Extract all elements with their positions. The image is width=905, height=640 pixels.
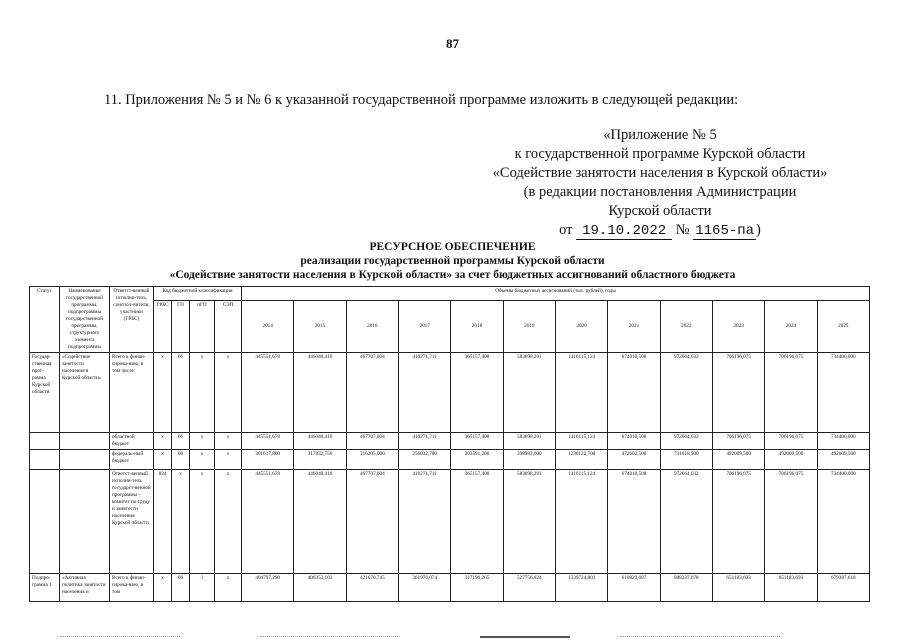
cell-value: 445551,678 [242, 433, 294, 450]
cell-responsible: Всего к финан-сирова-нию, в том [110, 574, 154, 602]
cell-responsible: областной бюджет [110, 433, 154, 450]
appendix-line-5: Курской области [608, 203, 712, 219]
header-year-6: 2020 [555, 301, 607, 353]
cell-value: 674010,508 [608, 470, 660, 574]
cell-value: 404797,290 [242, 574, 294, 602]
cell-code: x [190, 450, 215, 470]
cell-responsible: Ответст-венный исполни-тель государст-венной программы - комитет по труду и занятости населения Курской области [110, 470, 154, 574]
cell-value: 361970,074 [399, 574, 451, 602]
cell-code: x [215, 450, 242, 470]
cell-value: 908337,078 [660, 574, 712, 602]
cell-name [60, 450, 110, 470]
cell-value: 421670,745 [346, 574, 398, 602]
table-row [30, 433, 870, 450]
cell-value: 1416115,124 [555, 470, 607, 574]
number-prefix: № [675, 222, 690, 238]
cell-value: 446040,410 [294, 470, 346, 574]
cell-value: 1416115,124 [555, 433, 607, 450]
cell-value: 734400,000 [817, 433, 869, 450]
title-line-2: реализации государственной программы Курской области [300, 255, 605, 267]
cell-status: Государ-ственная прог-рамма Курской области [30, 353, 60, 433]
cell-value: 365157,408 [451, 353, 503, 433]
cell-value: 972664,032 [660, 433, 712, 450]
cell-value: 1230122,700 [555, 450, 607, 470]
header-code-2: пГП [190, 301, 215, 353]
cell-value: 467707,004 [346, 470, 398, 574]
cell-code: x [190, 470, 215, 574]
cell-value: 467707,004 [346, 353, 398, 433]
header-code-1: ГП [172, 301, 190, 353]
cell-code: x [154, 450, 172, 470]
header-year-4: 2018 [451, 301, 503, 353]
header-code-0: ГРБС [154, 301, 172, 353]
header-year-11: 2025 [817, 301, 869, 353]
header-year-8: 2022 [660, 301, 712, 353]
cell-value: 734400,000 [817, 353, 869, 433]
cell-value: 972664,032 [660, 353, 712, 433]
cell-value: 706196,075 [765, 353, 817, 433]
cell-value: 445551,678 [242, 353, 294, 433]
cell-code: 06 [172, 433, 190, 450]
header-status: Статус [30, 287, 60, 353]
amendment-paragraph: 11. Приложения № 5 и № 6 к указанной государственной программе изложить в следующей редакции: [104, 92, 739, 108]
cell-code: x [190, 433, 215, 450]
decree-date: 19.10.2022 [576, 223, 672, 240]
cell-value: 674010,508 [608, 433, 660, 450]
date-prefix: от [559, 222, 573, 238]
appendix-line-4: (в редакции постановления Администрации [523, 184, 797, 200]
cell-value: 410271,711 [399, 470, 451, 574]
cell-value: 583698,201 [503, 353, 555, 433]
cell-value: 674010,508 [608, 353, 660, 433]
header-responsible: Ответст-венный исполни-тель, соиспол-нители, участники (ГРБС) [110, 287, 154, 353]
header-year-5: 2019 [503, 301, 555, 353]
cell-value: 527756,824 [503, 574, 555, 602]
cell-code: x [215, 574, 242, 602]
header-year-1: 2015 [294, 301, 346, 353]
cell-code: x [215, 433, 242, 450]
table-row [30, 470, 870, 574]
cell-value: 492009,500 [712, 450, 764, 470]
appendix-date-line [470, 221, 850, 241]
cell-value: 365157,408 [451, 433, 503, 450]
cell-code: 06 [172, 353, 190, 433]
cell-value: 317196,265 [451, 574, 503, 602]
cell-code: x [172, 470, 190, 574]
resource-table [29, 286, 870, 602]
cell-value: 706196,075 [712, 433, 764, 450]
header-year-7: 2021 [608, 301, 660, 353]
cell-value: 679387,618 [817, 574, 869, 602]
cell-responsible: Всего к финан-сирова-нию, в том числе: [110, 353, 154, 433]
table-row [30, 450, 870, 470]
cell-status: Подпро-грамма 1 [30, 574, 60, 602]
cell-responsible: федераль-ный бюджет [110, 450, 154, 470]
cell-value: 467707,004 [346, 433, 398, 450]
cell-code: x [215, 353, 242, 433]
cell-value: 610829,687 [608, 574, 660, 602]
cell-value: 445551,678 [242, 470, 294, 574]
header-name: Наименование государственной программы, подпрограммы государственной программы, структурного элемента подпрограммы [60, 287, 110, 353]
cell-code: 06 [172, 574, 190, 602]
cell-code: 1 [190, 574, 215, 602]
header-year-2: 2016 [346, 301, 398, 353]
cell-value: 972664,032 [660, 470, 712, 574]
cell-value: 706196,075 [712, 353, 764, 433]
cell-value: 706196,075 [712, 470, 764, 574]
cell-value: 492009,500 [817, 450, 869, 470]
table-row [30, 574, 870, 602]
cell-value: 734400,000 [817, 470, 869, 574]
document-title [0, 240, 905, 282]
cell-value: 316205,000 [346, 450, 398, 470]
cell-value: 731618,900 [660, 450, 712, 470]
cell-name [60, 470, 110, 574]
decree-number: 1165-па [695, 223, 755, 239]
cell-value: 1339724,803 [555, 574, 607, 602]
cell-value: 410271,711 [399, 353, 451, 433]
title-line-1: РЕСУРСНОЕ ОБЕСПЕЧЕНИЕ [369, 241, 536, 253]
cell-value: 256032,700 [399, 450, 451, 470]
cell-name: «Содействие занятости населения в Курской области» [60, 353, 110, 433]
cell-value: 398983,600 [503, 450, 555, 470]
header-year-10: 2024 [765, 301, 817, 353]
table-row [30, 353, 870, 433]
cell-code: 824 [154, 470, 172, 574]
appendix-line-1: «Приложение № 5 [603, 127, 717, 143]
cell-code: 06 [172, 450, 190, 470]
cell-value: 706196,075 [765, 433, 817, 450]
cell-status [30, 470, 60, 574]
cell-value: 406353,103 [294, 574, 346, 602]
appendix-header [470, 126, 850, 241]
cell-value: 301617,800 [242, 450, 294, 470]
cell-value: 472602,500 [608, 450, 660, 470]
appendix-line-2: к государственной программе Курской области [514, 146, 806, 162]
cell-value: 1416115,124 [555, 353, 607, 433]
header-volume-group: Объемы бюджетных ассигнований (тыс. рублей), годы [242, 287, 870, 301]
cell-name [60, 433, 110, 450]
header-year-9: 2023 [712, 301, 764, 353]
header-code-3: СЭП [215, 301, 242, 353]
cell-value: 203591,200 [451, 450, 503, 470]
cell-code: x [215, 470, 242, 574]
cell-value: 446040,410 [294, 433, 346, 450]
cell-value: 492009,500 [765, 450, 817, 470]
cell-value: 365157,408 [451, 470, 503, 574]
appendix-line-3: «Содействие занятости населения в Курской области» [492, 165, 828, 181]
cell-value: 651183,693 [765, 574, 817, 602]
cell-code: x [154, 353, 172, 433]
cell-code: x [190, 353, 215, 433]
cell-code: x [154, 574, 172, 602]
cell-name: «Активная политика занятости населения и [60, 574, 110, 602]
page-number: 87 [446, 36, 459, 51]
cell-value: 446040,410 [294, 353, 346, 433]
title-line-3: «Содействие занятости населения в Курской области» за счет бюджетных ассигнований областного бюджета [169, 269, 736, 281]
cell-code: x [154, 433, 172, 450]
cell-value: 651183,693 [712, 574, 764, 602]
closing-paren: ) [756, 222, 761, 238]
cell-status [30, 450, 60, 470]
cell-status [30, 433, 60, 450]
cell-value: 583698,201 [503, 433, 555, 450]
header-code-group: Код бюджетной классификации [154, 287, 242, 301]
cell-value: 317832,756 [294, 450, 346, 470]
cell-value: 706196,075 [765, 470, 817, 574]
header-year-0: 2014 [242, 301, 294, 353]
cell-value: 583698,201 [503, 470, 555, 574]
footer-scan-artifact [0, 632, 905, 640]
cell-value: 410271,711 [399, 433, 451, 450]
header-year-3: 2017 [399, 301, 451, 353]
